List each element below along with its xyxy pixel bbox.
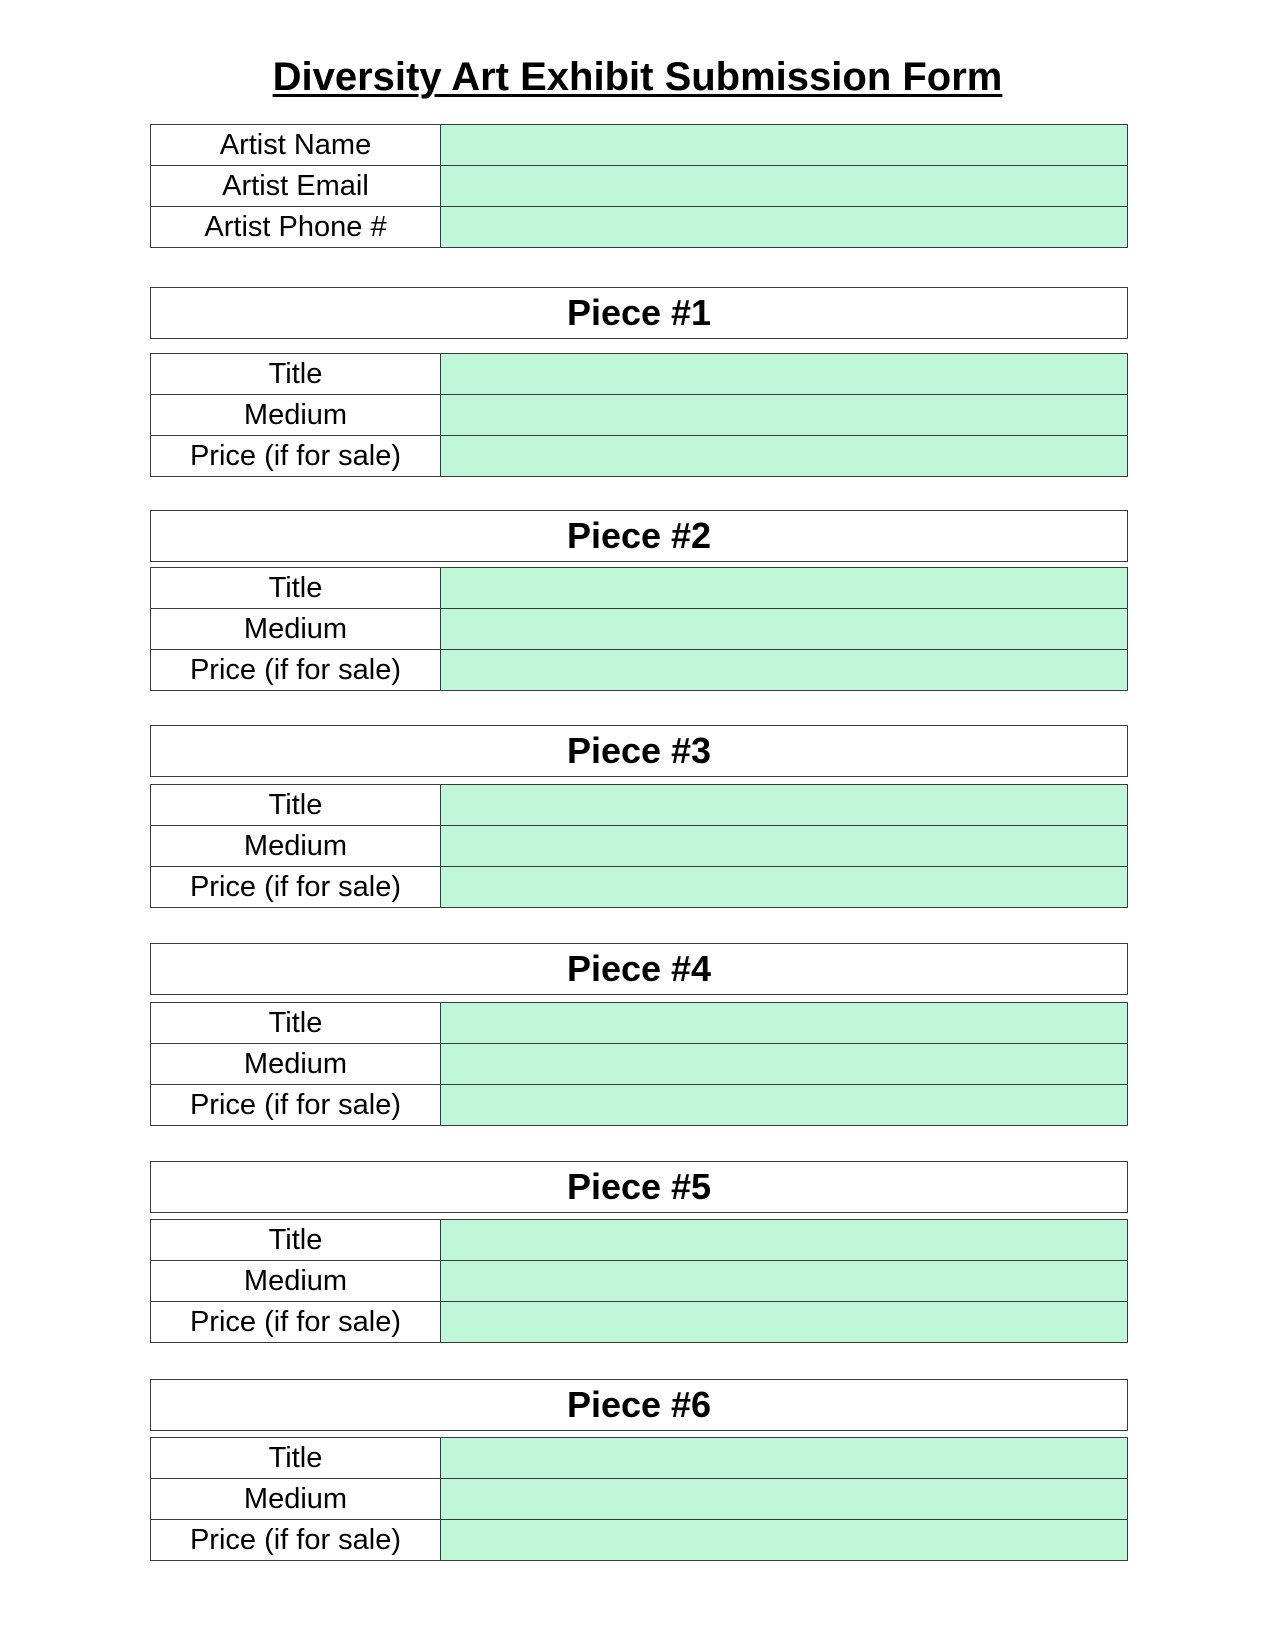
piece-5-table bbox=[150, 1219, 1128, 1343]
piece-3-medium-row bbox=[151, 826, 1128, 867]
piece-4-title-field[interactable] bbox=[441, 1003, 1128, 1044]
piece-3-medium-label: Medium bbox=[151, 826, 441, 867]
piece-1-title-field[interactable] bbox=[441, 354, 1128, 395]
piece-5-title-label: Title bbox=[151, 1220, 441, 1261]
piece-4-medium-row bbox=[151, 1044, 1128, 1085]
piece-1-price-field[interactable] bbox=[441, 436, 1128, 477]
piece-3-price-label: Price (if for sale) bbox=[151, 867, 441, 908]
piece-5-medium-label: Medium bbox=[151, 1261, 441, 1302]
piece-2-price-label: Price (if for sale) bbox=[151, 650, 441, 691]
piece-6-medium-field[interactable] bbox=[441, 1479, 1128, 1520]
piece-3-title-label: Title bbox=[151, 785, 441, 826]
form-title-text: Diversity Art Exhibit Submission Form bbox=[272, 55, 1003, 99]
piece-1-medium-field[interactable] bbox=[441, 395, 1128, 436]
piece-3-title-row bbox=[151, 785, 1128, 826]
piece-5-title-field[interactable] bbox=[441, 1220, 1128, 1261]
piece-3-header: Piece #3 bbox=[150, 725, 1128, 777]
piece-1-price-row bbox=[151, 436, 1128, 477]
piece-6-price-field[interactable] bbox=[441, 1520, 1128, 1561]
piece-6-price-row bbox=[151, 1520, 1128, 1561]
piece-4-medium-field[interactable] bbox=[441, 1044, 1128, 1085]
piece-2-price-row bbox=[151, 650, 1128, 691]
piece-2-medium-field[interactable] bbox=[441, 609, 1128, 650]
piece-6-medium-row bbox=[151, 1479, 1128, 1520]
piece-5-medium-row bbox=[151, 1261, 1128, 1302]
piece-1-medium-row bbox=[151, 395, 1128, 436]
piece-1-table bbox=[150, 353, 1128, 477]
piece-6-table bbox=[150, 1437, 1128, 1561]
artist-phone-field[interactable] bbox=[441, 207, 1128, 248]
artist-name-field[interactable] bbox=[441, 125, 1128, 166]
piece-4-title-label: Title bbox=[151, 1003, 441, 1044]
piece-4-medium-label: Medium bbox=[151, 1044, 441, 1085]
artist-phone-label: Artist Phone # bbox=[151, 207, 441, 248]
piece-3-title-field[interactable] bbox=[441, 785, 1128, 826]
piece-4-table bbox=[150, 1002, 1128, 1126]
piece-3-price-field[interactable] bbox=[441, 867, 1128, 908]
piece-2-header: Piece #2 bbox=[150, 510, 1128, 562]
piece-6-medium-label: Medium bbox=[151, 1479, 441, 1520]
artist-email-label: Artist Email bbox=[151, 166, 441, 207]
piece-5-title-row bbox=[151, 1220, 1128, 1261]
piece-3-medium-field[interactable] bbox=[441, 826, 1128, 867]
artist-email-field[interactable] bbox=[441, 166, 1128, 207]
piece-4-price-row bbox=[151, 1085, 1128, 1126]
piece-1-header: Piece #1 bbox=[150, 287, 1128, 339]
piece-4-header: Piece #4 bbox=[150, 943, 1128, 995]
piece-2-title-row bbox=[151, 568, 1128, 609]
piece-2-price-field[interactable] bbox=[441, 650, 1128, 691]
piece-2-title-label: Title bbox=[151, 568, 441, 609]
piece-6-header: Piece #6 bbox=[150, 1379, 1128, 1431]
piece-4-title-row bbox=[151, 1003, 1128, 1044]
artist-info-table bbox=[150, 124, 1128, 248]
piece-2-table bbox=[150, 567, 1128, 691]
piece-1-title-label: Title bbox=[151, 354, 441, 395]
artist-phone-row bbox=[151, 207, 1128, 248]
artist-name-label: Artist Name bbox=[151, 125, 441, 166]
piece-3-price-row bbox=[151, 867, 1128, 908]
piece-2-medium-label: Medium bbox=[151, 609, 441, 650]
piece-1-medium-label: Medium bbox=[151, 395, 441, 436]
piece-4-price-label: Price (if for sale) bbox=[151, 1085, 441, 1126]
piece-5-header: Piece #5 bbox=[150, 1161, 1128, 1213]
piece-5-price-label: Price (if for sale) bbox=[151, 1302, 441, 1343]
piece-5-medium-field[interactable] bbox=[441, 1261, 1128, 1302]
piece-5-price-field[interactable] bbox=[441, 1302, 1128, 1343]
piece-1-price-label: Price (if for sale) bbox=[151, 436, 441, 477]
artist-name-row bbox=[151, 125, 1128, 166]
piece-6-title-field[interactable] bbox=[441, 1438, 1128, 1479]
piece-2-title-field[interactable] bbox=[441, 568, 1128, 609]
artist-email-row bbox=[151, 166, 1128, 207]
piece-2-medium-row bbox=[151, 609, 1128, 650]
piece-6-title-row bbox=[151, 1438, 1128, 1479]
piece-5-price-row bbox=[151, 1302, 1128, 1343]
form-title bbox=[0, 50, 1275, 104]
piece-4-price-field[interactable] bbox=[441, 1085, 1128, 1126]
piece-3-table bbox=[150, 784, 1128, 908]
piece-6-title-label: Title bbox=[151, 1438, 441, 1479]
piece-1-title-row bbox=[151, 354, 1128, 395]
piece-6-price-label: Price (if for sale) bbox=[151, 1520, 441, 1561]
